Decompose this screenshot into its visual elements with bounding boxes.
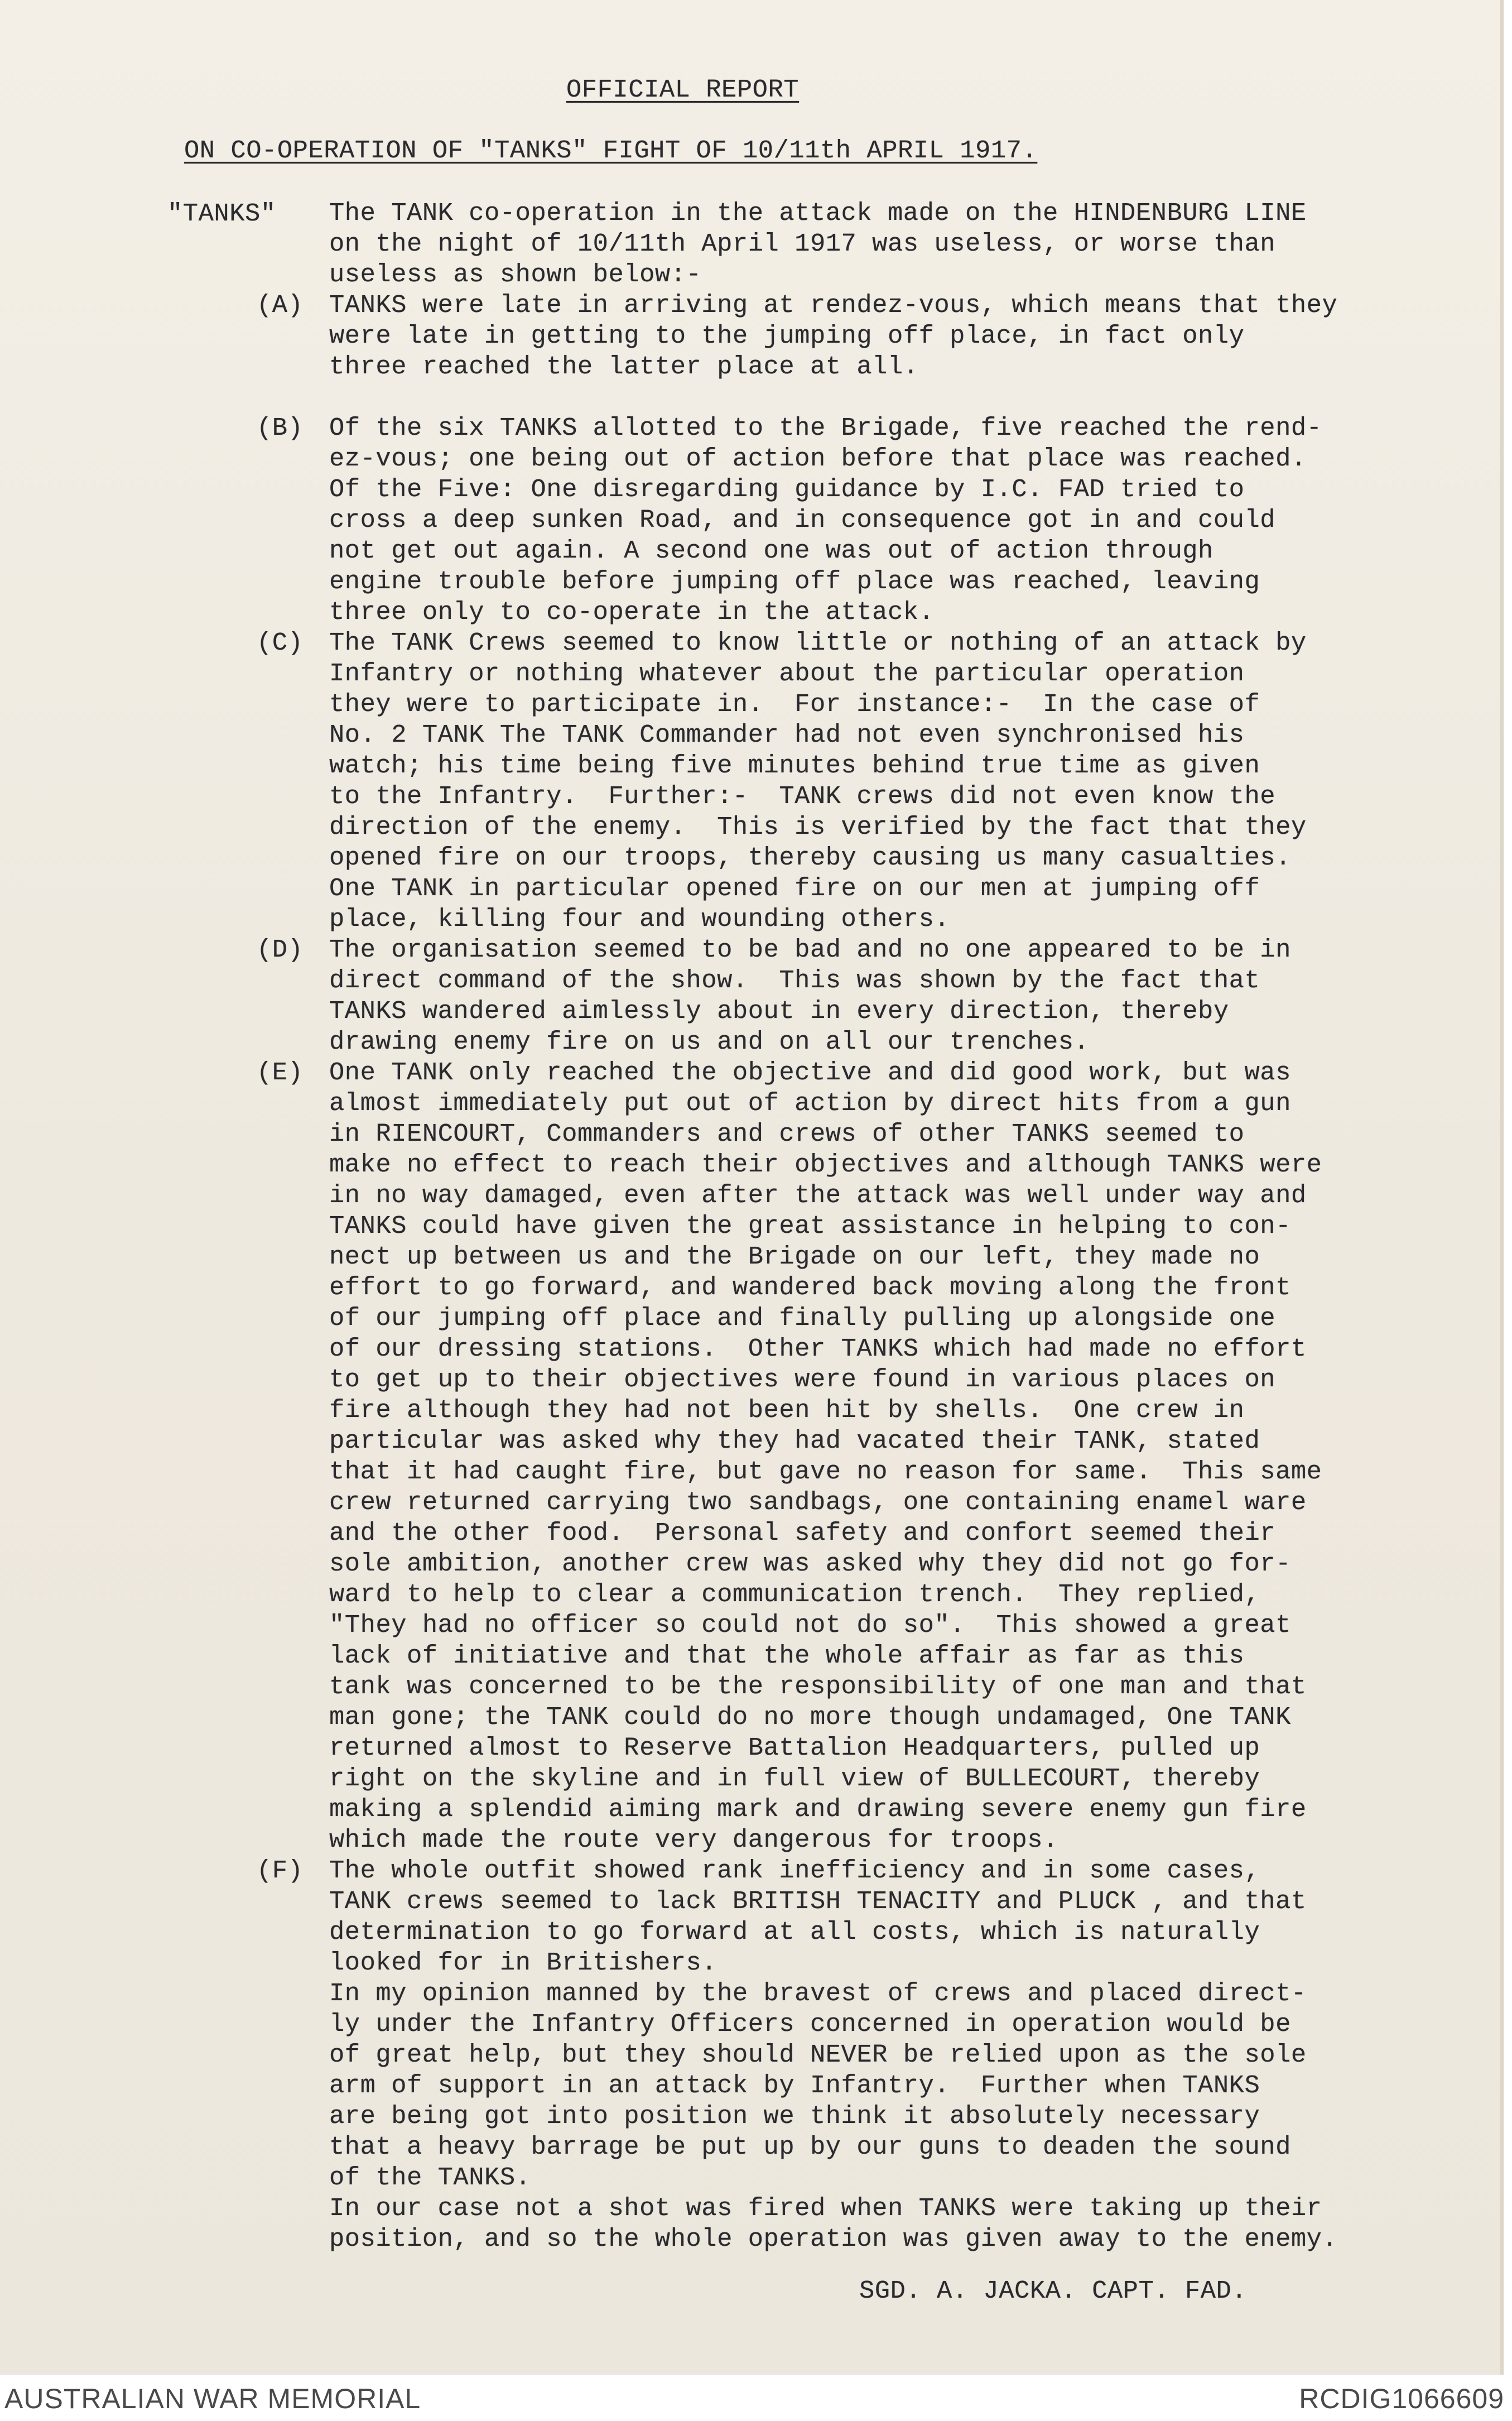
text-line: that it had caught fire, but gave no reason for same. This same <box>329 1457 1322 1486</box>
section-d <box>257 935 1501 1058</box>
text-line: In our case not a shot was fired when TANKS were taking up their <box>329 2194 1322 2223</box>
section-marker: (D) <box>257 935 304 964</box>
text-line: in RIENCOURT, Commanders and crews of other TANKS seemed to <box>329 1120 1245 1149</box>
section-marker: (F) <box>257 1856 304 1885</box>
text-line: of great help, but they should NEVER be relied upon as the sole <box>329 2040 1307 2069</box>
text-line: ly under the Infantry Officers concerned in operation would be <box>329 2010 1291 2039</box>
text-line: ward to help to clear a communication trench. They replied, <box>329 1580 1260 1609</box>
section-b <box>257 413 1501 628</box>
text-line: fire although they had not been hit by shells. One crew in <box>329 1396 1245 1425</box>
section-marker: (B) <box>257 414 304 443</box>
text-line: right on the skyline and in full view of BULLECOURT, thereby <box>329 1764 1260 1793</box>
text-line: "They had no officer so could not do so". This showed a great <box>329 1611 1291 1640</box>
text-line: TANKS wandered aimlessly about in every direction, thereby <box>329 997 1229 1026</box>
text-line: watch; his time being five minutes behind true time as given <box>329 751 1260 780</box>
report-subtitle: ON CO-OPERATION OF "TANKS" FIGHT OF 10/11th APRIL 1917. <box>184 136 1038 165</box>
text-line: TANK crews seemed to lack BRITISH TENACITY and PLUCK , and that <box>329 1887 1307 1916</box>
text-line: make no effect to reach their objectives and although TANKS were <box>329 1150 1322 1179</box>
text-line: One TANK in particular opened fire on our men at jumping off <box>329 874 1260 903</box>
text-line: TANKS could have given the great assistance in helping to con- <box>329 1212 1291 1241</box>
text-line: No. 2 TANK The TANK Commander had not even synchronised his <box>329 720 1245 750</box>
text-line: One TANK only reached the objective and did good work, but was <box>329 1058 1291 1087</box>
text-line: direct command of the show. This was shown by the fact that <box>329 966 1260 995</box>
text-line: sole ambition, another crew was asked why they did not go for- <box>329 1549 1291 1578</box>
side-label: "TANKS" <box>167 199 276 228</box>
text-line: to the Infantry. Further:- TANK crews did not even know the <box>329 782 1276 811</box>
text-line: looked for in Britishers. <box>329 1948 718 1977</box>
text-line: Infantry or nothing whatever about the particular operation <box>329 659 1245 688</box>
text-line: tank was concerned to be the responsibility of one man and that <box>329 1672 1307 1701</box>
section-a <box>257 290 1501 382</box>
text-line: drawing enemy fire on us and on all our trenches. <box>329 1027 1090 1056</box>
text-line: useless as shown below:- <box>329 260 702 289</box>
intro-paragraph <box>329 198 1501 290</box>
text-line: arm of support in an attack by Infantry. Further when TANKS <box>329 2071 1260 2100</box>
text-line: In my opinion manned by the bravest of crews and placed direct- <box>329 1979 1307 2008</box>
text-line: ez-vous; one being out of action before that place was reached. <box>329 444 1307 473</box>
section-marker: (C) <box>257 628 304 657</box>
text-line: which made the route very dangerous for troops. <box>329 1826 1058 1855</box>
section-c <box>257 628 1501 935</box>
section-f <box>257 1856 1501 2255</box>
text-line: particular was asked why they had vacated their TANK, stated <box>329 1426 1260 1456</box>
text-line: cross a deep sunken Road, and in consequence got in and could <box>329 506 1276 535</box>
text-line: they were to participate in. For instance:- In the case of <box>329 690 1260 719</box>
text-line: position, and so the whole operation was given away to the enemy. <box>329 2225 1338 2254</box>
section-e <box>257 1058 1501 1856</box>
text-line: The TANK Crews seemed to know little or nothing of an attack by <box>329 628 1307 657</box>
text-line: are being got into position we think it absolutely necessary <box>329 2102 1260 2131</box>
text-line: that a heavy barrage be put up by our guns to deaden the sound <box>329 2132 1291 2161</box>
spacer <box>329 382 1501 413</box>
text-line: place, killing four and wounding others. <box>329 905 950 934</box>
text-line: nect up between us and the Brigade on our left, they made no <box>329 1242 1260 1271</box>
text-line: TANKS were late in arriving at rendez-vous, which means that they <box>329 291 1338 320</box>
text-line: engine trouble before jumping off place was reached, leaving <box>329 567 1260 596</box>
text-line: returned almost to Reserve Battalion Headquarters, pulled up <box>329 1733 1260 1762</box>
text-line: on the night of 10/11th April 1917 was useless, or worse than <box>329 229 1276 258</box>
text-line: not get out again. A second one was out of action through <box>329 536 1214 565</box>
text-line: almost immediately put out of action by direct hits from a gun <box>329 1089 1291 1118</box>
section-marker: (E) <box>257 1058 304 1087</box>
text-line: The TANK co-operation in the attack made on the HINDENBURG LINE <box>329 199 1307 228</box>
text-line: Of the Five: One disregarding guidance by I.C. FAD tried to <box>329 475 1245 504</box>
report-body <box>257 198 1501 2255</box>
text-line: and the other food. Personal safety and confort seemed their <box>329 1519 1276 1548</box>
text-line: were late in getting to the jumping off place, in fact only <box>329 321 1245 350</box>
text-line: three only to co-operate in the attack. <box>329 598 935 627</box>
signature-line: SGD. A. JACKA. CAPT. FAD. <box>859 2276 1248 2305</box>
text-line: The organisation seemed to be bad and no one appeared to be in <box>329 935 1291 964</box>
catalog-id: RCDIG1066609 <box>1299 2383 1504 2414</box>
text-line: of the TANKS. <box>329 2163 531 2192</box>
archive-footer <box>0 2375 1512 2421</box>
text-line: opened fire on our troops, thereby causing us many casualties. <box>329 843 1291 872</box>
text-line: lack of initiative and that the whole affair as far as this <box>329 1641 1245 1670</box>
text-line: crew returned carrying two sandbags, one containing enamel ware <box>329 1488 1307 1517</box>
text-line: three reached the latter place at all. <box>329 352 919 381</box>
text-line: making a splendid aiming mark and drawing severe enemy gun fire <box>329 1795 1307 1824</box>
section-marker: (A) <box>257 291 304 320</box>
text-line: of our jumping off place and finally pulling up alongside one <box>329 1304 1276 1333</box>
text-line: direction of the enemy. This is verified by the fact that they <box>329 813 1307 842</box>
text-line: to get up to their objectives were found in various places on <box>329 1365 1276 1394</box>
text-line: Of the six TANKS allotted to the Brigade, five reached the rend- <box>329 414 1322 443</box>
institution-label: AUSTRALIAN WAR MEMORIAL <box>4 2383 421 2414</box>
text-line: man gone; the TANK could do no more though undamaged, One TANK <box>329 1703 1291 1732</box>
text-line: of our dressing stations. Other TANKS which had made no effort <box>329 1334 1307 1363</box>
text-line: determination to go forward at all costs, which is naturally <box>329 1918 1260 1947</box>
text-line: The whole outfit showed rank inefficiency and in some cases, <box>329 1856 1260 1885</box>
report-title: OFFICIAL REPORT <box>566 75 800 104</box>
text-line: in no way damaged, even after the attack was well under way and <box>329 1181 1307 1210</box>
text-line: effort to go forward, and wandered back moving along the front <box>329 1273 1291 1302</box>
